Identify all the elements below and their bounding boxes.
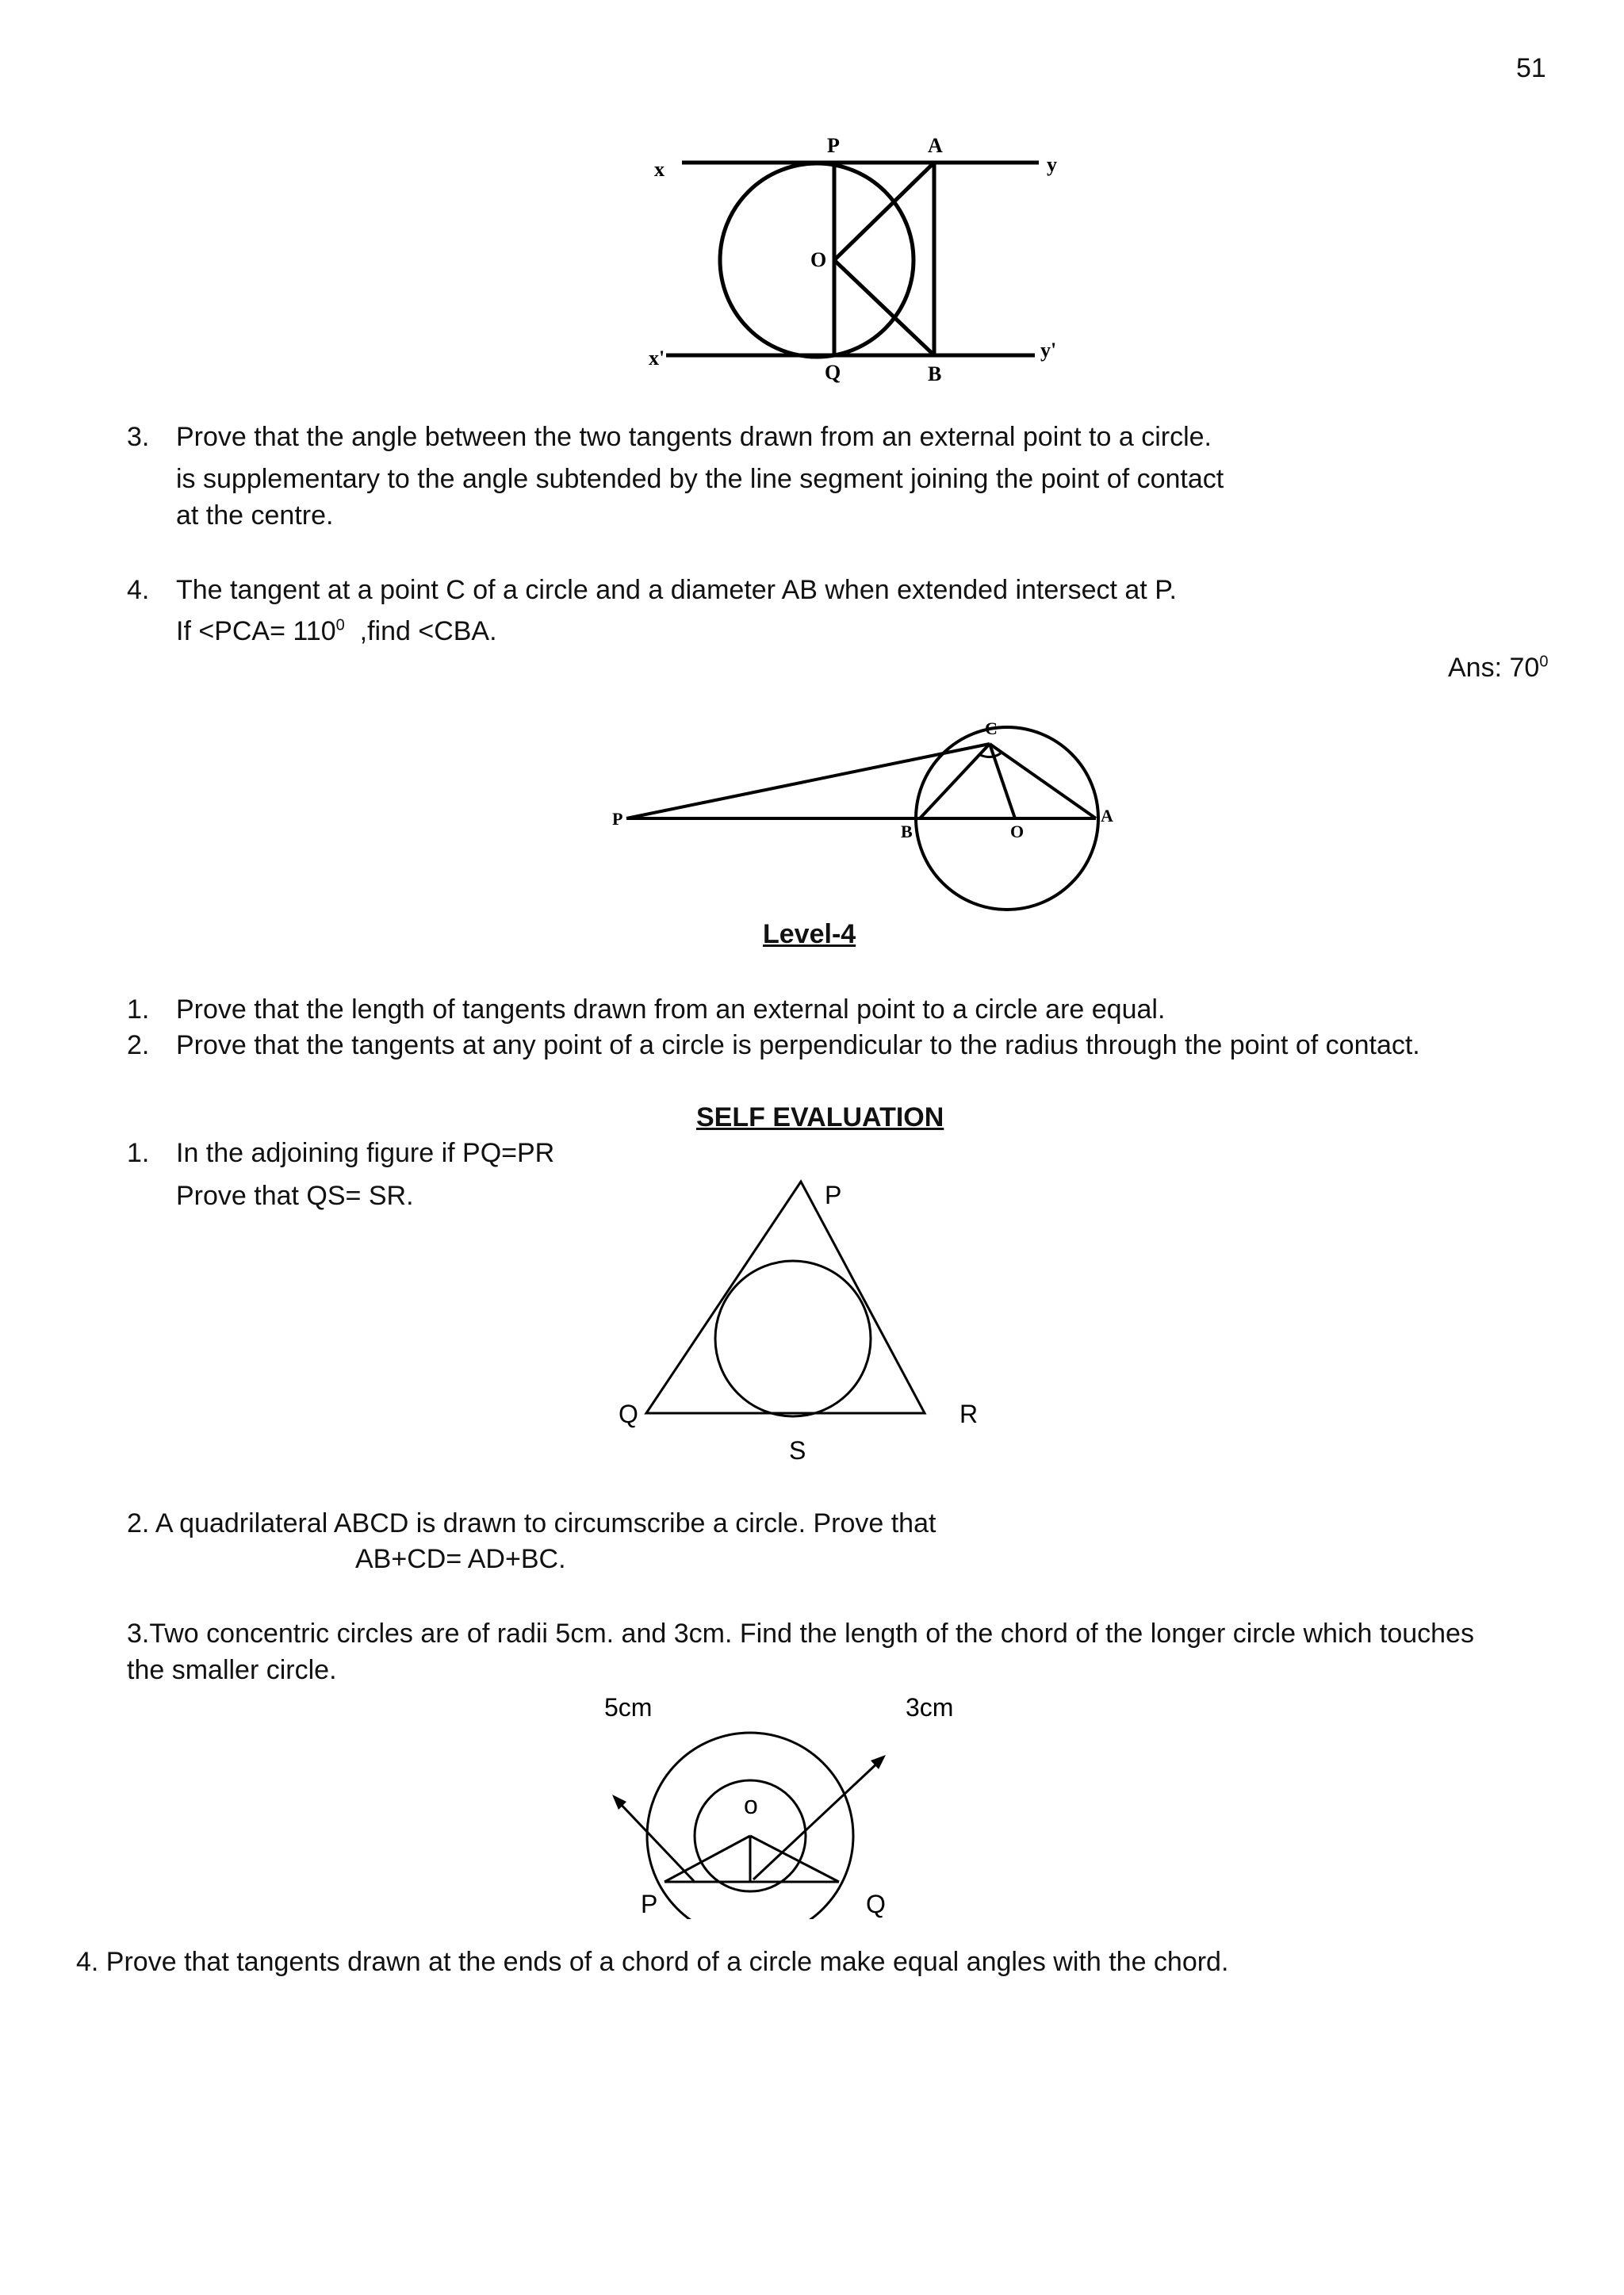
label-o: O <box>810 248 827 271</box>
q3-line2: is supplementary to the angle subtended by the line segment joining the point of contact <box>176 464 1224 494</box>
arrow-3cm <box>753 1761 880 1879</box>
label-5cm: 5cm <box>604 1693 653 1722</box>
figure-concentric-circles <box>587 1689 983 1919</box>
label-a: A <box>928 134 943 157</box>
page-number: 51 <box>1516 53 1546 83</box>
se-q1-line1: In the adjoining figure if PQ=PR <box>176 1138 555 1168</box>
label-q: Q <box>866 1890 886 1918</box>
label-c: C <box>985 718 998 738</box>
label-o: o <box>744 1791 758 1819</box>
tangent-pc <box>626 744 990 818</box>
q4-answer <box>1448 652 1548 684</box>
label-a: A <box>1101 806 1113 826</box>
angle-arc-c <box>980 753 1001 757</box>
q4-answer-text: Ans: 70 <box>1448 653 1540 683</box>
q4-line2 <box>176 615 497 648</box>
level4-item-1-text: Prove that the length of tangents drawn from an external point to a circle are equal. <box>176 994 1166 1025</box>
label-s: S <box>789 1436 806 1465</box>
segment-oq <box>750 1836 839 1882</box>
label-3cm: 3cm <box>906 1693 954 1722</box>
q4-number: 4. <box>127 575 150 605</box>
se-q3-line2: the smaller circle. <box>127 1655 337 1685</box>
degree-superscript: 0 <box>1539 653 1549 671</box>
figure-parallel-tangents <box>634 127 1078 397</box>
se-q2-line1: 2. A quadrilateral ABCD is drawn to circumscribe a circle. Prove that <box>127 1508 936 1538</box>
se-q4-text: 4. Prove that tangents drawn at the ends of a chord of a circle make equal angles with the chord. <box>76 1947 1229 1977</box>
se-q3-line1: 3.Two concentric circles are of radii 5cm. and 3cm. Find the length of the chord of the longer circle which touches <box>127 1619 1474 1649</box>
label-x: x <box>654 158 665 181</box>
label-p: P <box>641 1890 658 1918</box>
label-y: y <box>1047 153 1057 176</box>
level4-item-1-number: 1. <box>127 994 150 1025</box>
label-r: R <box>959 1400 979 1428</box>
se-q2-line2: AB+CD= AD+BC. <box>355 1544 566 1574</box>
q3-line1: Prove that the angle between the two tangents drawn from an external point to a circle. <box>176 422 1212 452</box>
figure-triangle-incircle <box>611 1174 991 1475</box>
self-eval-heading: SELF EVALUATION <box>696 1102 944 1132</box>
q3-line3: at the centre. <box>176 500 334 531</box>
level4-item-2-text: Prove that the tangents at any point of a circle is perpendicular to the radius through the point of contact. <box>176 1030 1420 1060</box>
figure-tangent-diameter <box>611 714 1134 912</box>
q4-line2-tail: ,find <CBA. <box>344 616 497 646</box>
segment-ob <box>834 260 934 355</box>
se-q1-number: 1. <box>127 1138 150 1168</box>
triangle-pqr <box>646 1182 925 1413</box>
incircle <box>715 1261 871 1416</box>
label-p: P <box>827 134 840 157</box>
label-p: P <box>825 1181 842 1209</box>
degree-superscript: 0 <box>335 616 345 634</box>
q4-line1: The tangent at a point C of a circle and a diameter AB when extended intersect at P. <box>176 575 1177 605</box>
q4-line2-text: If <PCA= 110 <box>176 616 336 646</box>
level4-heading: Level-4 <box>763 919 856 949</box>
label-y-prime: y' <box>1040 339 1057 362</box>
radius-co <box>990 744 1015 818</box>
label-b: B <box>901 822 913 841</box>
label-q: Q <box>619 1400 638 1428</box>
label-b: B <box>928 362 942 385</box>
label-x-prime: x' <box>649 347 665 370</box>
label-q: Q <box>825 361 841 384</box>
label-o: O <box>1010 822 1025 841</box>
segment-op <box>665 1836 750 1882</box>
segment-oa <box>834 163 934 260</box>
label-p: P <box>612 809 623 829</box>
se-q1-line2: Prove that QS= SR. <box>176 1181 414 1211</box>
level4-item-2-number: 2. <box>127 1030 150 1060</box>
q3-number: 3. <box>127 422 150 452</box>
arrow-5cm <box>617 1800 694 1881</box>
chord-ca <box>990 744 1096 818</box>
